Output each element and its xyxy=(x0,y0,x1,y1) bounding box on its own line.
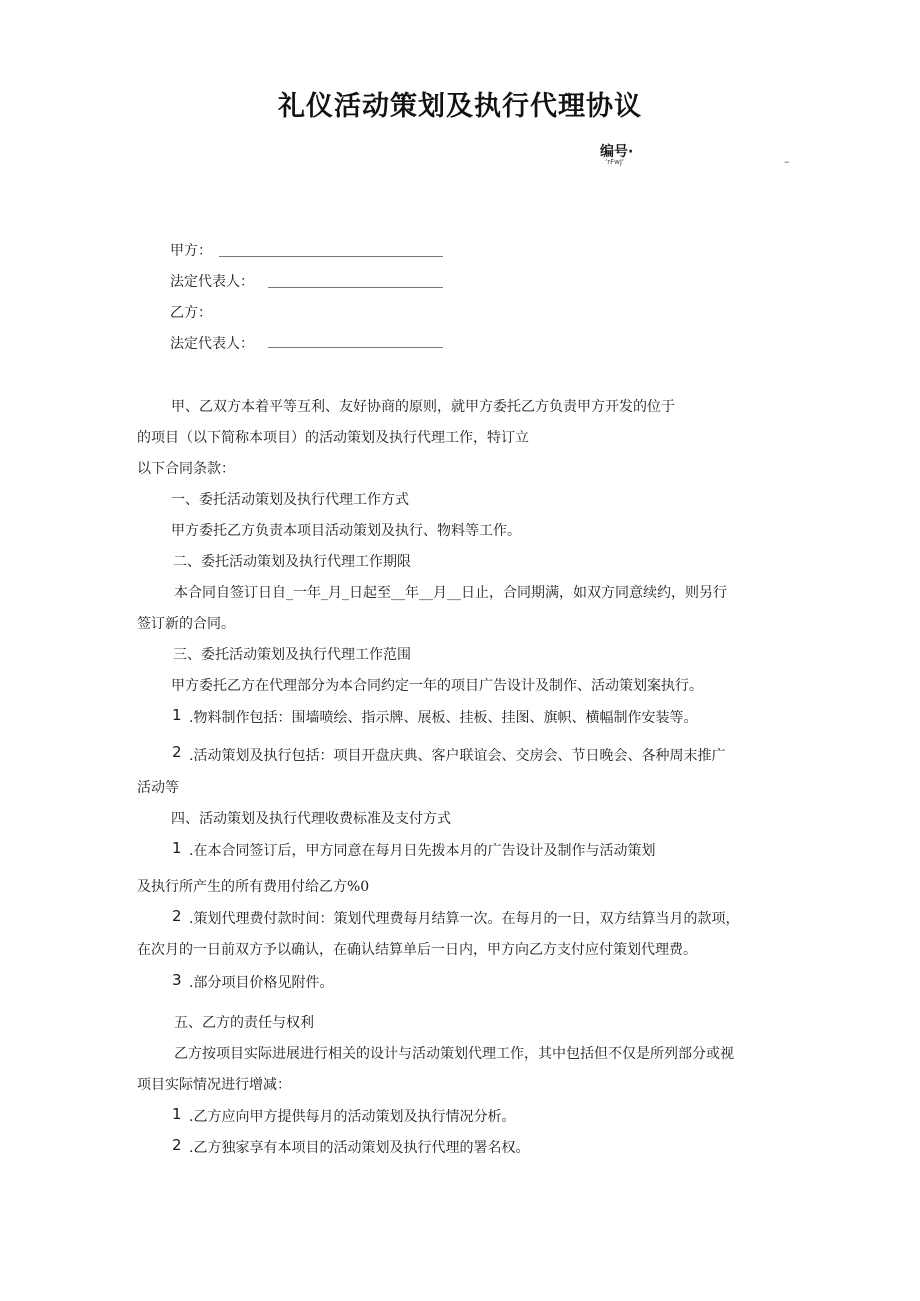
section-3-title: 三、委托活动策划及执行代理工作范围 xyxy=(173,647,411,663)
section-5-title: 五、乙方的责任与权利 xyxy=(174,1015,314,1031)
document-number-label: 编号· xyxy=(600,144,634,160)
section-3-item-1-number: 1 xyxy=(172,706,182,724)
intro-line-1: 甲、乙双方本着平等互利、友好协商的原则，就甲方委托乙方负责甲方开发的位于 xyxy=(171,399,675,415)
section-4-item-3-number: 3 xyxy=(172,971,182,989)
section-4-item-1-line-1: .在本合同签订后，甲方同意在每月日先拨本月的广告设计及制作与活动策划 xyxy=(189,843,656,859)
section-5-item-2-number: 2 xyxy=(172,1136,182,1154)
intro-line-2: 的项目（以下简称本项目）的活动策划及执行代理工作，特订立 xyxy=(137,430,529,446)
section-4-title: 四、活动策划及执行代理收费标准及支付方式 xyxy=(171,811,451,827)
section-2-body-1: 本合同自签订日自_一年_月_日起至__年__月__日止，合同期满，如双方同意续约，则另行 xyxy=(174,585,727,601)
party-a-rep-label: 法定代表人： xyxy=(170,274,254,290)
section-4-item-2-number: 2 xyxy=(172,907,182,925)
section-5-body-1: 乙方按项目实际进展进行相关的设计与活动策划代理工作，其中包括但不仅是所列部分或视 xyxy=(174,1046,734,1062)
intro-line-3: 以下合同条款： xyxy=(137,461,235,477)
section-3-item-2-line-1: .活动策划及执行包括：项目开盘庆典、客户联谊会、交房会、节日晚会、各种周末推广 xyxy=(189,748,726,764)
section-5-item-1: .乙方应向甲方提供每月的活动策划及执行情况分析。 xyxy=(189,1109,516,1125)
party-a-rep-fill-line xyxy=(268,287,443,288)
section-3-item-2-number: 2 xyxy=(172,743,182,761)
section-4-item-2-line-1: .策划代理费付款时间：策划代理费每月结算一次。在每月的一日，双方结算当月的款项， xyxy=(189,911,740,927)
section-1-body: 甲方委托乙方负责本项目活动策划及执行、物料等工作。 xyxy=(171,523,521,539)
party-a-fill-line xyxy=(219,256,443,257)
section-5-item-2: .乙方独家享有本项目的活动策划及执行代理的署名权。 xyxy=(189,1140,530,1156)
party-a-label: 甲方： xyxy=(170,243,212,259)
section-4-item-1-line-2: 及执行所产生的所有费用付给乙方%0 xyxy=(137,879,370,895)
document-number-dash: – xyxy=(784,155,790,168)
section-3-item-2-line-2: 活动等 xyxy=(137,780,179,796)
section-4-item-2-line-2: 在次月的一日前双方予以确认，在确认结算单后一日内，甲方向乙方支付应付策划代理费。 xyxy=(137,942,697,958)
document-title: 礼仪活动策划及执行代理协议 xyxy=(278,91,642,122)
section-2-body-2: 签订新的合同。 xyxy=(137,616,235,632)
section-3-body: 甲方委托乙方在代理部分为本合同约定一年的项目广告设计及制作、活动策划案执行。 xyxy=(171,678,703,694)
document-number-sub: ‘rFwJ‘ xyxy=(605,158,625,166)
section-5-body-2: 项目实际情况进行增减： xyxy=(137,1077,291,1093)
section-1-title: 一、委托活动策划及执行代理工作方式 xyxy=(171,492,409,508)
party-b-label: 乙方： xyxy=(170,305,212,321)
party-b-rep-fill-line xyxy=(268,347,443,348)
party-b-rep-label: 法定代表人： xyxy=(170,336,254,352)
section-4-item-1-number: 1 xyxy=(172,839,182,857)
section-2-title: 二、委托活动策划及执行代理工作期限 xyxy=(173,554,411,570)
section-5-item-1-number: 1 xyxy=(172,1105,182,1123)
section-3-item-1: .物料制作包括：围墙喷绘、指示牌、展板、挂板、挂图、旗帜、横幅制作安装等。 xyxy=(189,710,698,726)
section-4-item-3: .部分项目价格见附件。 xyxy=(189,975,334,991)
